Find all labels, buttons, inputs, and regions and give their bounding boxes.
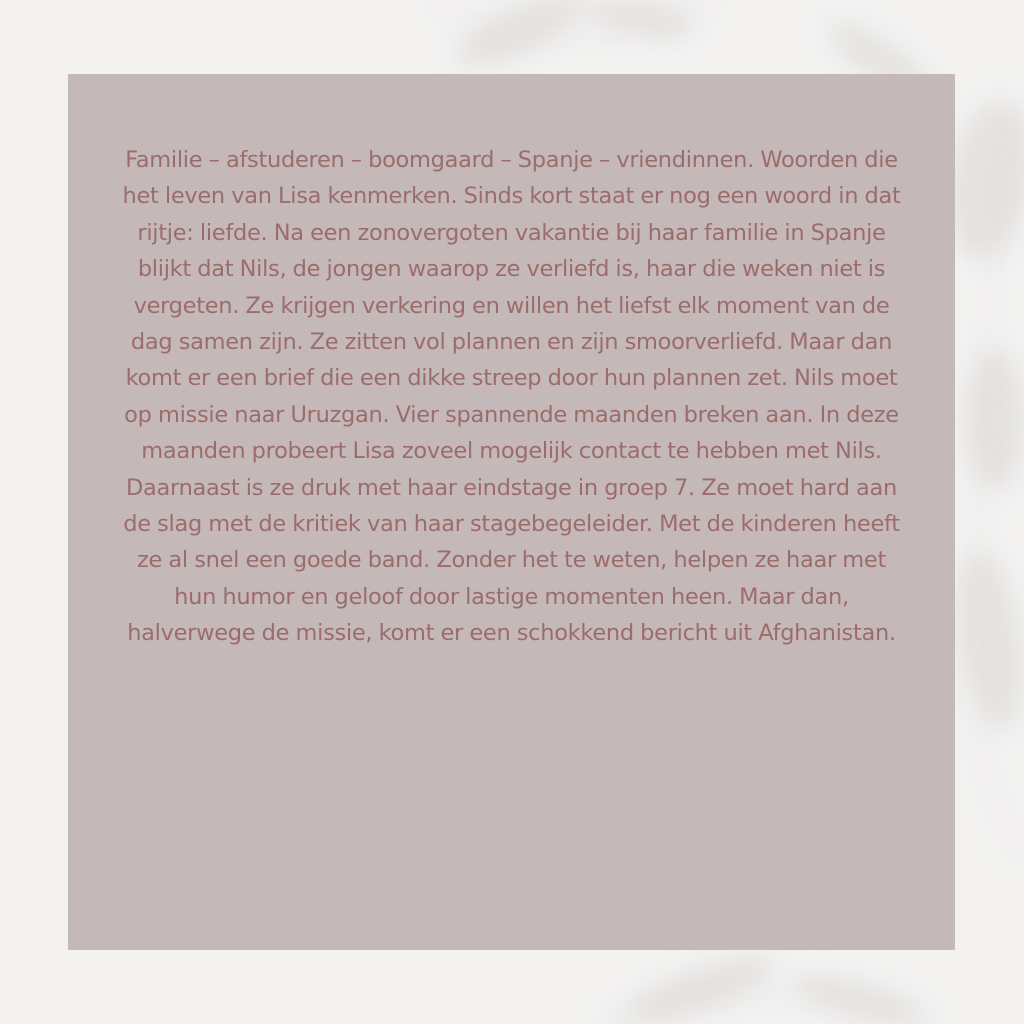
blurb-card	[68, 74, 955, 950]
book-blurb-text: Familie – afstuderen – boomgaard – Spanje – vriendinnen. Woorden die het leven van Lisa kenmerken. Sinds kort staat er nog een woord in dat rijtje: liefde. Na een zonovergoten vakantie bij haar familie in Spanje blijkt dat Nils, de jongen waarop ze verliefd is, haar die weken niet is vergeten. Ze krijgen verkering en willen het liefst elk moment van de dag samen zijn. Ze zitten vol plannen en zijn smoorverliefd. Maar dan komt er een brief die een dikke streep door hun plannen zet. Nils moet op missie naar Uruzgan. Vier spannende maanden breken aan. In deze maanden probeert Lisa zoveel mogelijk contact te hebben met Nils. Daarnaast is ze druk met haar eindstage in groep 7. Ze moet hard aan de slag met de kritiek van haar stagebegeleider. Met de kinderen heeft ze al snel een goede band. Zonder het te weten, helpen ze haar met hun humor en geloof door lastige momenten heen. Maar dan, halverwege de missie, komt er een schokkend bericht uit Afghanistan.	[122, 147, 901, 647]
